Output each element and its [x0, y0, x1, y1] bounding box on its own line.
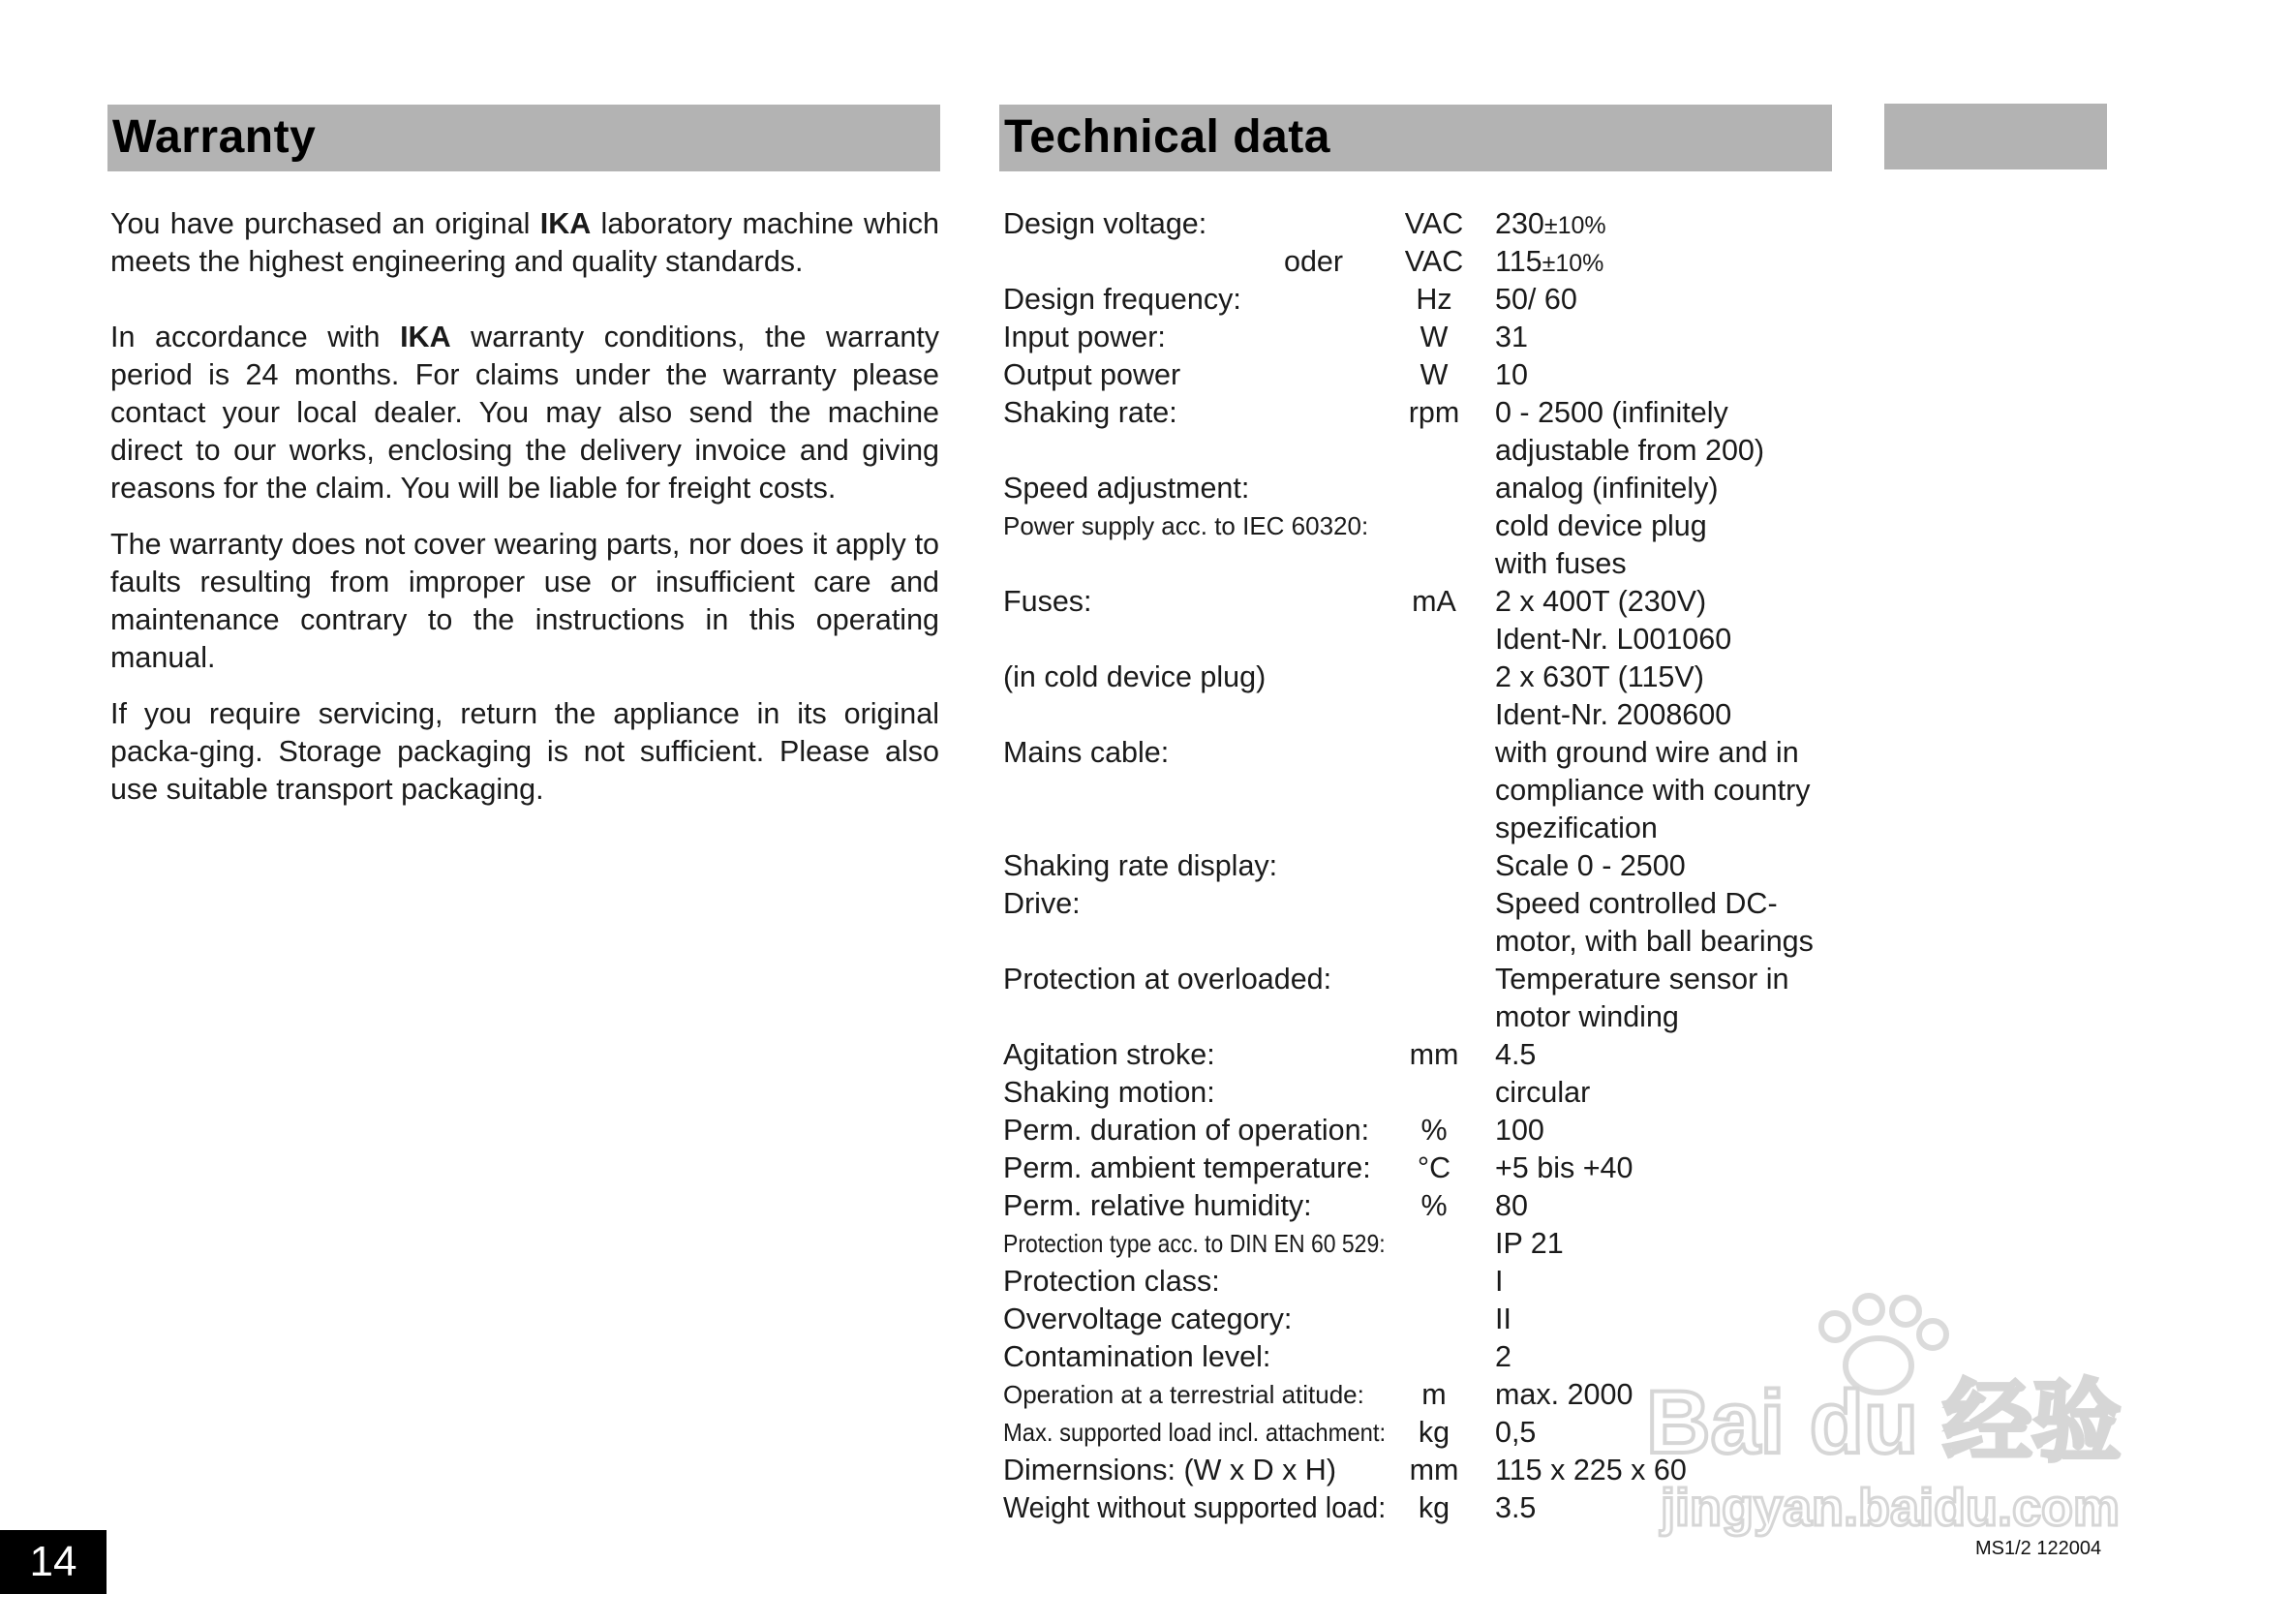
warranty-title: Warranty: [112, 111, 317, 163]
tech-row-value: 50/ 60: [1495, 283, 1577, 316]
tech-row-unit: Hz: [1416, 283, 1452, 316]
tech-row-value: 115±10%: [1495, 245, 1604, 278]
tech-row-unit: %: [1420, 1114, 1448, 1147]
tech-row-unit: W: [1420, 358, 1449, 391]
tech-row-label: (in cold device plug): [1003, 660, 1267, 693]
tech-row-value: 3.5: [1495, 1491, 1537, 1524]
tech-row-unit: mm: [1409, 1454, 1459, 1486]
tech-row-label: Shaking motion:: [1003, 1076, 1215, 1109]
tech-row-label: Input power:: [1003, 321, 1166, 353]
tech-row-unit: W: [1420, 321, 1449, 353]
tech-row-value: 31: [1495, 321, 1528, 353]
tech-row-label: Perm. duration of operation:: [1003, 1114, 1370, 1147]
tech-row-unit: rpm: [1408, 396, 1460, 429]
tech-row-value: max. 2000: [1495, 1378, 1634, 1411]
tech-row-value: 230±10%: [1495, 207, 1606, 240]
watermark-url: jingyan.baidu.com: [1661, 1479, 2121, 1537]
tech-row-value: Ident-Nr. L001060: [1495, 623, 1732, 656]
warranty-body: [110, 205, 939, 809]
page-number: 14: [0, 1530, 107, 1594]
tech-row-value: cold device plug: [1495, 509, 1707, 542]
tech-row-label: Power supply acc. to IEC 60320:: [1003, 511, 1369, 540]
tech-row-label: Weight without supported load:: [1003, 1491, 1387, 1524]
tech-row-unit: mA: [1412, 585, 1456, 618]
tech-row-label: Dimernsions: (W x D x H): [1003, 1454, 1336, 1486]
brand-ika: IKA: [539, 207, 592, 240]
tech-row-value: spezification: [1495, 812, 1658, 844]
technical-data-title: Technical data: [1004, 111, 1330, 163]
tech-row-unit: kg: [1418, 1491, 1450, 1524]
tech-row-value: with ground wire and in: [1495, 736, 1799, 769]
tech-row-label: Protection class:: [1003, 1265, 1220, 1298]
tech-row-value: 2 x 400T (230V): [1495, 585, 1707, 618]
tech-row-value: 2: [1495, 1340, 1511, 1373]
tech-row-value: 100: [1495, 1114, 1544, 1147]
tech-row-label: Contamination level:: [1003, 1340, 1271, 1373]
tech-row-unit: kg: [1418, 1416, 1450, 1449]
tech-row-value: analog (infinitely): [1495, 472, 1719, 505]
tech-row-value: motor winding: [1495, 1000, 1679, 1033]
tech-row-label: Shaking rate:: [1003, 396, 1177, 429]
tech-row-unit: VAC: [1404, 207, 1464, 240]
warranty-paragraph-1: You have purchased an original IKA laboratory machine which meets the highest engineering and quality standards.: [110, 207, 940, 278]
brand-ika: IKA: [400, 321, 451, 353]
document-code: MS1/2 122004: [1975, 1538, 2102, 1559]
tech-row-oder: oder: [1284, 245, 1344, 278]
tech-row-label: Perm. ambient temperature:: [1003, 1151, 1371, 1184]
tech-row-value: 115 x 225 x 60: [1495, 1454, 1687, 1486]
tech-row-label: Design voltage:: [1003, 207, 1207, 240]
tech-row-value: Temperature sensor in: [1495, 963, 1789, 996]
warranty-header-bar: [107, 105, 940, 171]
tech-row-unit: %: [1420, 1189, 1448, 1222]
tech-row-value: Speed controlled DC-: [1495, 887, 1778, 920]
watermark-brand: Bai du 经验: [1646, 1373, 2122, 1472]
tech-row-label: Overvoltage category:: [1003, 1302, 1293, 1335]
tech-row-value: I: [1495, 1265, 1504, 1298]
tech-row-value: 0,5: [1495, 1416, 1537, 1449]
tech-row-value: 0 - 2500 (infinitely: [1495, 396, 1728, 429]
tech-row-value: 4.5: [1495, 1038, 1537, 1071]
baidu-watermark: [1646, 1288, 2188, 1549]
tech-row-label: Design frequency:: [1003, 283, 1241, 316]
tech-row-label: Drive:: [1003, 887, 1081, 920]
tech-row-unit: VAC: [1404, 245, 1464, 278]
tech-row-label: Protection at overloaded:: [1003, 963, 1332, 996]
tech-row-value: adjustable from 200): [1495, 434, 1765, 467]
tech-row-label: Mains cable:: [1003, 736, 1170, 769]
tech-row-tolerance: ±10%: [1543, 212, 1606, 239]
tech-row-value: II: [1495, 1302, 1511, 1335]
tech-row-label: Output power: [1003, 358, 1181, 391]
blank-header-bar: [1884, 104, 2107, 169]
tech-row-value: with fuses: [1495, 547, 1627, 580]
warranty-paragraph-3: The warranty does not cover wearing parts, nor does it apply to faults resulting from improper use or insufficient care and maintenance contrary to the instructions in this operating manual.: [110, 528, 939, 674]
tech-row-value: motor, with ball bearings: [1495, 925, 1814, 958]
tech-row-value: 80: [1495, 1189, 1528, 1222]
tech-row-label: Max. supported load incl. attachment:: [1003, 1418, 1387, 1447]
tech-row-value: +5 bis +40: [1495, 1151, 1634, 1184]
tech-row-label: Protection type acc. to DIN EN 60 529:: [1003, 1229, 1386, 1258]
tech-row-label: Fuses:: [1003, 585, 1092, 618]
tech-row-tolerance: ±10%: [1542, 250, 1604, 277]
tech-row-value: compliance with country: [1495, 774, 1811, 807]
tech-row-label: Agitation stroke:: [1003, 1038, 1215, 1071]
tech-row-unit: m: [1421, 1378, 1447, 1411]
tech-row-unit: °C: [1417, 1151, 1451, 1184]
tech-row-value: 10: [1495, 358, 1528, 391]
tech-row-label: Perm. relative humidity:: [1003, 1189, 1312, 1222]
tech-row-value: Scale 0 - 2500: [1495, 849, 1686, 882]
technical-data-header-bar: [999, 105, 1832, 171]
tech-row-label: Shaking rate display:: [1003, 849, 1278, 882]
tech-row-value: Ident-Nr. 2008600: [1495, 698, 1732, 731]
warranty-paragraph-4: If you require servicing, return the appliance in its original packa-ging. Storage packaging is not sufficient. Please also use suitable transport packaging.: [110, 697, 939, 806]
tech-row-value: 2 x 630T (115V): [1495, 660, 1704, 693]
tech-row-unit: mm: [1409, 1038, 1459, 1071]
tech-row-label: Speed adjustment:: [1003, 472, 1250, 505]
tech-row-value: circular: [1495, 1076, 1591, 1109]
tech-row-label: Operation at a terrestrial atitude:: [1003, 1380, 1364, 1409]
tech-row-value: IP 21: [1495, 1227, 1564, 1260]
warranty-paragraph-2: In accordance with IKA warranty conditions, the warranty period is 24 months. For claims under the warranty please contact your local dealer. You may also send the machine direct to our works, enclosing the delivery invoice and giving reasons for the claim. You will be liable for freight costs.: [110, 321, 940, 505]
